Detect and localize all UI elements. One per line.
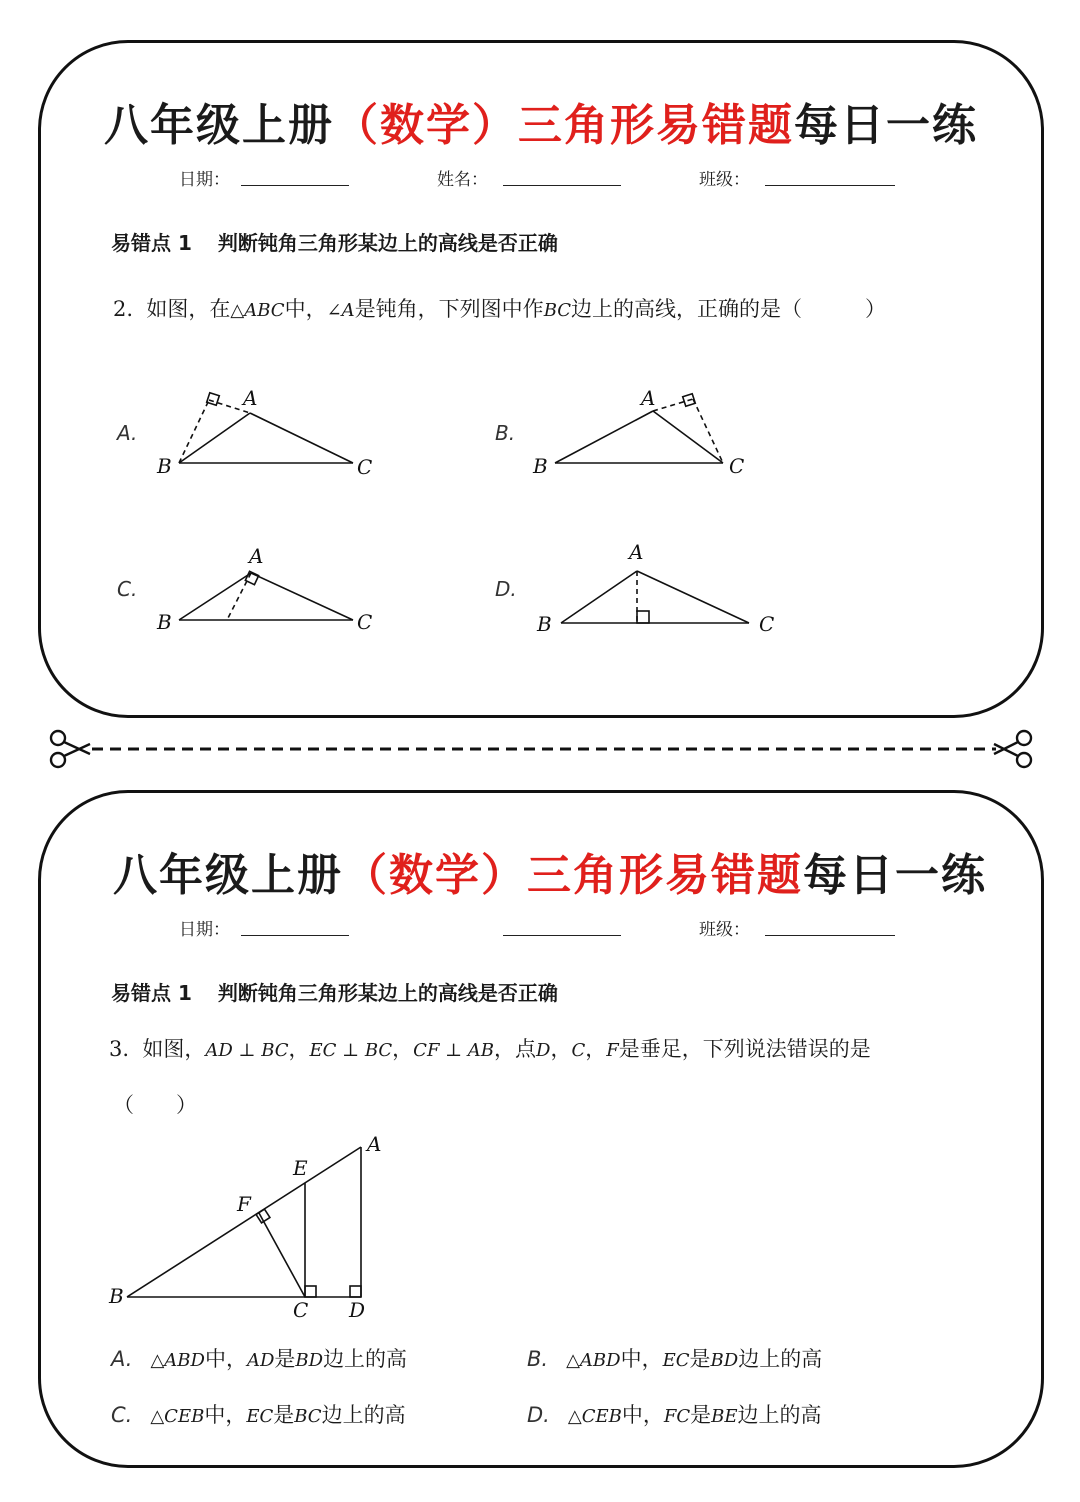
worksheet-card-1	[38, 40, 1044, 718]
figure-d-vertex-a: A	[629, 540, 644, 564]
question-text: 是垂足，下列说法错误的是	[618, 1037, 871, 1061]
choice-side: BD	[295, 1350, 324, 1371]
figure-b	[555, 394, 723, 463]
question-text: ，	[288, 1037, 310, 1061]
answer-blank[interactable]: （ ）	[113, 1093, 197, 1117]
math-point-d: D	[536, 1040, 551, 1061]
figure-c-right-angle	[245, 571, 258, 584]
date-label: 日期：	[179, 920, 230, 940]
question-2-figures	[41, 43, 1041, 683]
question-text: 如图，在	[146, 297, 231, 321]
title-part-1: 八年级上册	[104, 100, 334, 151]
figure-a-vertex-b: B	[157, 454, 172, 478]
choice-d[interactable]	[527, 1399, 821, 1429]
name-field[interactable]	[503, 935, 621, 936]
choice-text: 是	[690, 1403, 712, 1427]
right-angle-c	[305, 1286, 316, 1297]
scissors-icon-left	[51, 731, 90, 767]
date-field[interactable]	[241, 935, 349, 936]
option-b-label[interactable]: B.	[495, 421, 516, 445]
figure-a-side-ac	[250, 413, 353, 463]
figure-c-vertex-c: C	[357, 610, 373, 634]
figure-c-vertex-a: A	[249, 544, 264, 568]
question-text: ，	[550, 1037, 572, 1061]
option-c-label[interactable]: C.	[117, 577, 138, 601]
figure-d-vertex-b: B	[537, 612, 552, 636]
choice-triangle: △ABD	[566, 1350, 621, 1371]
figure-c	[179, 571, 353, 620]
figure-a-side-ab	[179, 413, 250, 463]
math-point-f: F	[606, 1040, 619, 1061]
option-d-label[interactable]: D.	[495, 577, 517, 601]
choice-segment: AD	[246, 1350, 275, 1371]
vertex-f: F	[237, 1192, 251, 1216]
choice-letter: B.	[527, 1347, 549, 1371]
worksheet-card-2	[38, 790, 1044, 1468]
figure-a-vertex-c: C	[357, 455, 373, 479]
vertex-b: B	[109, 1284, 124, 1308]
title-part-2: （数学）三角形易错题	[334, 100, 794, 151]
choice-b[interactable]	[527, 1343, 822, 1373]
figure-b-vertex-c: C	[729, 454, 745, 478]
figure-b-extension	[653, 399, 693, 411]
choice-a[interactable]	[111, 1343, 407, 1373]
question-number: 2.	[113, 297, 134, 321]
figure-a-altitude	[179, 400, 209, 463]
title-part-2: （数学）三角形易错题	[343, 850, 803, 901]
question-text: 中，	[284, 297, 327, 321]
class-label: 班级：	[699, 170, 750, 190]
error-point-label: 易错点 1	[111, 981, 192, 1005]
worksheet-title	[41, 839, 1041, 903]
choice-letter: D.	[527, 1403, 550, 1427]
choice-text: 中，	[204, 1403, 247, 1427]
choice-text: 中，	[621, 1403, 664, 1427]
math-cf-perp-ab: CF ⊥ AB	[413, 1040, 495, 1061]
segment-fc	[259, 1213, 305, 1297]
title-part-3: 每日一练	[803, 850, 987, 901]
choice-text: 是	[273, 1403, 295, 1427]
title-part-1: 八年级上册	[113, 850, 343, 901]
math-ec-perp-bc: EC ⊥ BC	[309, 1040, 393, 1061]
math-triangle-abc: △ABC	[230, 300, 285, 321]
figure-c-side-ac	[251, 573, 353, 620]
math-angle-a: ∠A	[326, 300, 355, 321]
figure-b-side-ac	[653, 411, 723, 463]
question-text: ，	[392, 1037, 414, 1061]
choice-triangle: △CEB	[567, 1406, 622, 1427]
choice-side: BE	[711, 1406, 738, 1427]
choice-triangle: △ABD	[150, 1350, 205, 1371]
class-field[interactable]	[765, 935, 895, 936]
scissors-icon-right	[994, 731, 1031, 767]
figure-a	[179, 393, 353, 463]
figure-b-vertex-b: B	[533, 454, 548, 478]
question-3-figure	[99, 1129, 439, 1329]
error-point-text: 判断钝角三角形某边上的高线是否正确	[217, 981, 558, 1005]
vertex-a: A	[367, 1132, 382, 1156]
question-text: ，	[585, 1037, 607, 1061]
choice-segment: FC	[663, 1406, 691, 1427]
figure-c-vertex-b: B	[157, 610, 172, 634]
error-point-text: 判断钝角三角形某边上的高线是否正确	[217, 231, 558, 255]
vertex-e: E	[293, 1156, 308, 1180]
error-point-label: 易错点 1	[111, 231, 192, 255]
math-segment-bc: BC	[543, 300, 572, 321]
segment-ba	[127, 1147, 361, 1297]
figure-b-side-ab	[555, 411, 653, 463]
choice-text: 是	[274, 1347, 296, 1371]
option-a-label[interactable]: A.	[117, 421, 138, 445]
error-point-heading	[111, 977, 558, 1006]
choice-c[interactable]	[111, 1399, 406, 1429]
figure-d-right-angle	[637, 611, 649, 623]
title-part-3: 每日一练	[794, 100, 978, 151]
choice-text: 边上的高	[321, 1403, 406, 1427]
choice-letter: A.	[111, 1347, 133, 1371]
figure-c-side-ab	[179, 573, 251, 620]
choice-side: BC	[294, 1406, 322, 1427]
figure-d-vertex-c: C	[759, 612, 775, 636]
figure-b-altitude	[693, 399, 723, 463]
figure-a-vertex-a: A	[243, 386, 258, 410]
math-ad-perp-bc: AD ⊥ BC	[205, 1040, 289, 1061]
question-3	[109, 1033, 871, 1063]
choice-triangle: △CEB	[150, 1406, 205, 1427]
choice-text: 中，	[620, 1347, 663, 1371]
choice-text: 中，	[204, 1347, 247, 1371]
vertex-c: C	[293, 1298, 309, 1322]
choice-text: 边上的高	[738, 1347, 823, 1371]
choice-segment: EC	[246, 1406, 274, 1427]
right-angle-d	[350, 1286, 361, 1297]
figure-d	[561, 571, 749, 623]
question-text: ，点	[494, 1037, 537, 1061]
date-label: 日期：	[179, 170, 230, 190]
vertex-d: D	[349, 1298, 366, 1322]
name-label: 姓名：	[437, 170, 488, 190]
question-text: 边上的高线，正确的是（ ）	[571, 297, 887, 321]
math-point-c: C	[571, 1040, 586, 1061]
question-number: 3.	[109, 1037, 130, 1061]
question-text: 是钝角，下列图中作	[354, 297, 544, 321]
choice-text: 边上的高	[737, 1403, 822, 1427]
question-text: 如图，	[142, 1037, 206, 1061]
choice-segment: EC	[662, 1350, 690, 1371]
choice-letter: C.	[111, 1403, 133, 1427]
figure-b-vertex-a: A	[641, 386, 656, 410]
choice-text: 是	[689, 1347, 711, 1371]
choice-text: 边上的高	[323, 1347, 408, 1371]
choice-side: BD	[710, 1350, 739, 1371]
class-label: 班级：	[699, 920, 750, 940]
cut-line	[0, 726, 1080, 772]
figure-d-side-ac	[637, 571, 749, 623]
figure-d-side-ab	[561, 571, 637, 623]
figure-a-right-angle	[207, 393, 220, 406]
